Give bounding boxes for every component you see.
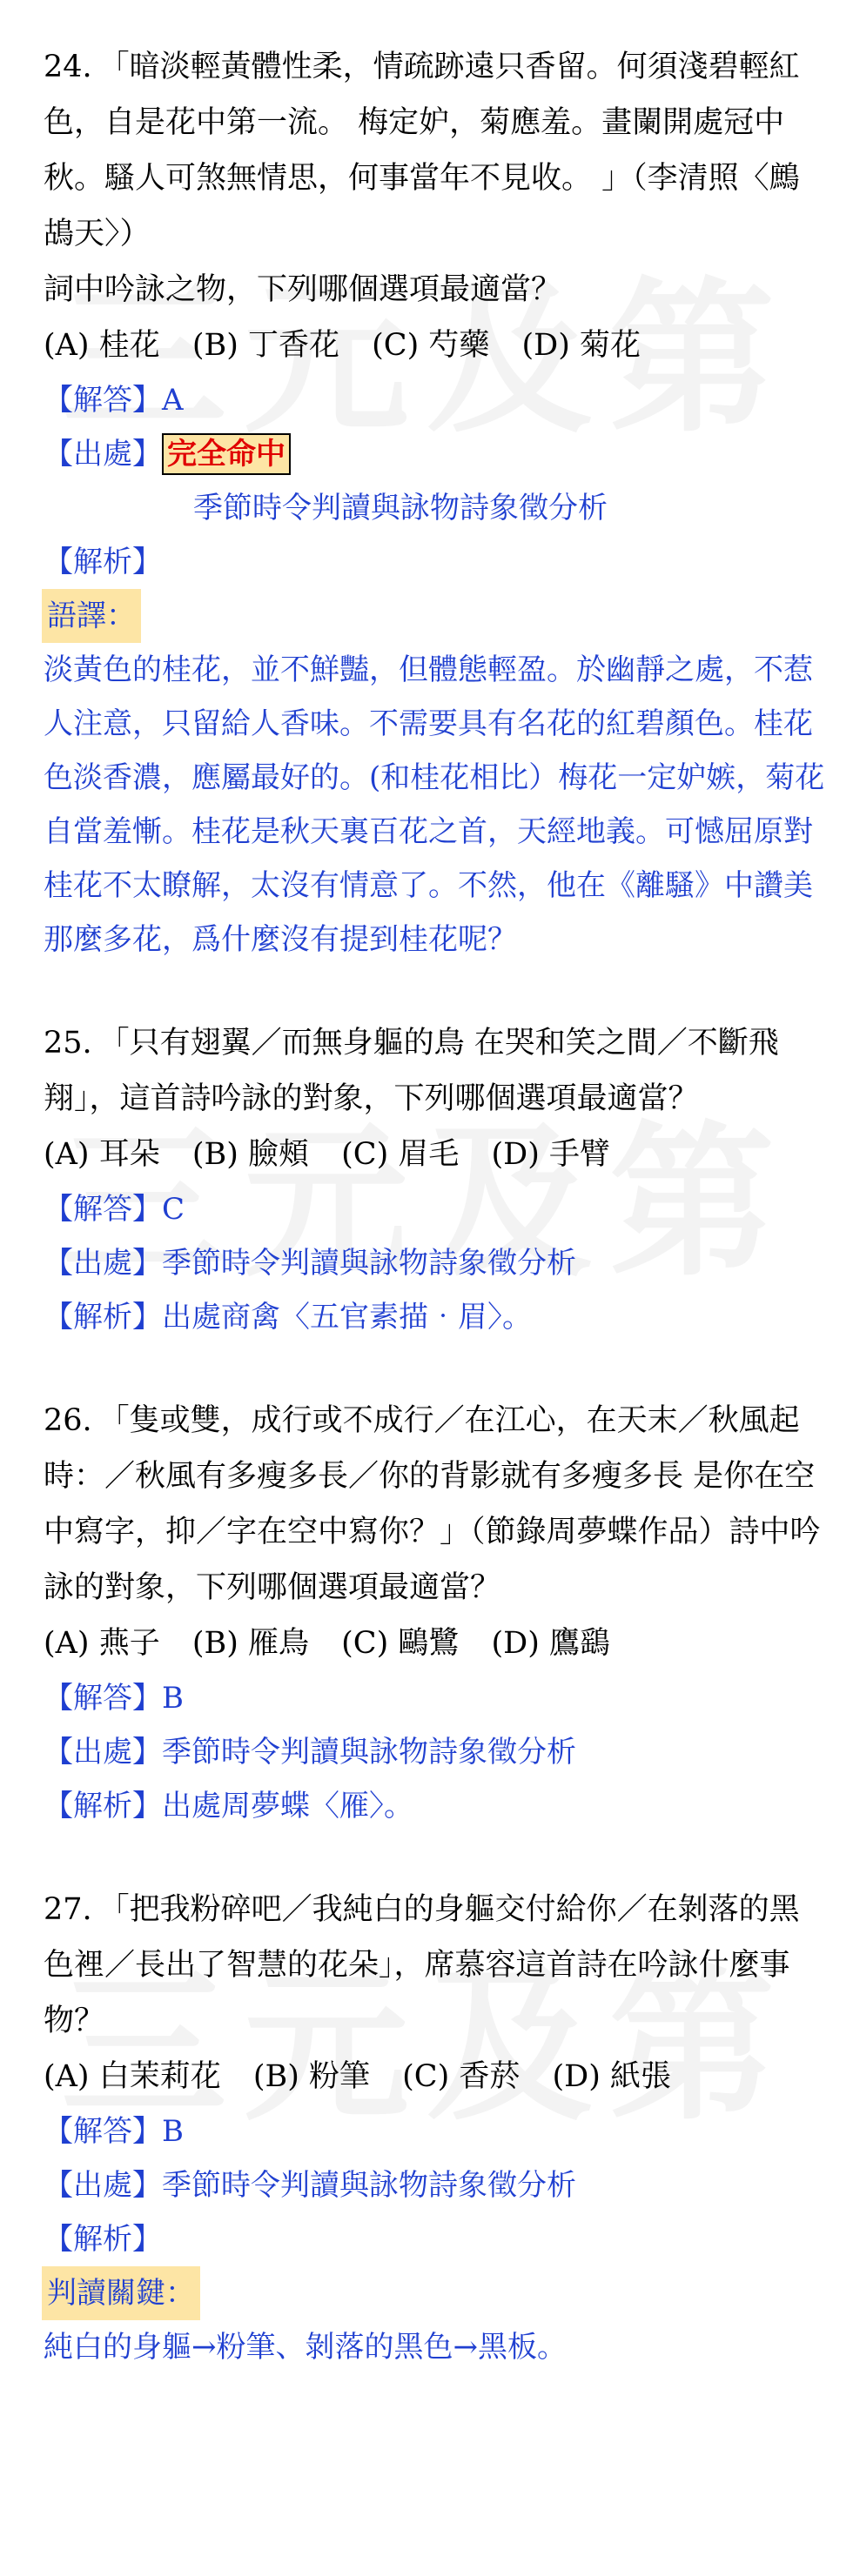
option-a: (A) 桂花 (44, 328, 160, 363)
source-line (44, 1725, 827, 1779)
option-b: (B) 粉筆 (252, 2059, 371, 2094)
key-label-line (44, 2266, 827, 2320)
option-b: (B) 丁香花 (191, 328, 340, 363)
answer-label: 【解答】 (44, 383, 162, 418)
answer-label: 【解答】 (44, 2114, 162, 2149)
translation-text: 淡黃色的桂花，並不鮮豔，但體態輕盈。於幽靜之處，不惹人注意，只留給人香味。不需要具有名花的紅碧顏色。桂花色淡香濃，應屬最好的。(和桂花相比）梅花一定妒嫉，菊花自當羞慚。桂花是秋天裏百花之首，天經地義。可憾屈原對桂花不太瞭解，太沒有情意了。不然，他在《離騷》中讚美那麼多花，爲什麼沒有提到桂花呢？ (44, 652, 825, 957)
option-d: (D) 鷹鷂 (491, 1626, 611, 1661)
options (44, 1616, 827, 1671)
option-b: (B) 雁鳥 (191, 1626, 310, 1661)
options (44, 2049, 827, 2104)
answer-label: 【解答】 (44, 1192, 162, 1227)
answer-line (44, 2104, 827, 2158)
source-line (44, 427, 827, 481)
source-value: 季節時令判讀與詠物詩象徵分析 (193, 491, 608, 525)
option-c: (C) 眉毛 (341, 1137, 460, 1172)
analysis-label: 【解析】 (44, 545, 162, 579)
answer-value: A (162, 383, 184, 418)
answer-value: C (162, 1192, 185, 1227)
answer-line (44, 1671, 827, 1725)
question-quote: 「把我粉碎吧／我純白的身軀交付給你／在剝落的黑色裡／長出了智慧的花朵」，席慕容這首詩在吟詠什麼事物？ (44, 1892, 800, 2038)
source-label: 【出處】 (44, 1735, 162, 1770)
question-text (44, 1882, 827, 2049)
option-a: (A) 耳朵 (44, 1137, 160, 1172)
option-c: (C) 鷗鷺 (341, 1626, 460, 1661)
analysis-line (44, 1779, 827, 1833)
question-quote: 「暗淡輕黃體性柔，情疏跡遠只香留。何須淺碧輕紅色，自是花中第一流。 梅定妒，菊應羞。畫闌開處冠中秋。騷人可煞無情思，何事當年不見收。 」（李清照〈鷓鴣天〉） (44, 50, 800, 251)
question-quote: 「只有翅翼／而無身軀的鳥 在哭和笑之間／不斷飛翔」，這首詩吟詠的對象，下列哪個選項最適當？ (44, 1026, 779, 1116)
analysis-value: 出處周夢蝶〈雁〉。 (162, 1789, 413, 1823)
key-text: 純白的身軀→粉筆、剝落的黑色→黑板。 (44, 2330, 567, 2365)
question-quote: 「隻或雙，成行或不成行／在江心，在天末／秋風起時：／秋風有多瘦多長／你的背影就有多瘦多長 是你在空中寫字，抑／字在空中寫你？」（節錄周夢蝶作品）詩中吟詠的對象，下列哪個選項最適當？ (44, 1403, 821, 1605)
question-25 (44, 1015, 827, 1344)
question-24 (44, 39, 827, 967)
option-a: (A) 燕子 (44, 1626, 160, 1661)
source-line (44, 1236, 827, 1290)
analysis-label: 【解析】 (44, 1300, 162, 1335)
answer-value: B (162, 2114, 184, 2149)
source-label: 【出處】 (44, 437, 162, 472)
option-b: (B) 臉頰 (191, 1137, 310, 1172)
question-27 (44, 1882, 827, 2374)
analysis-line (44, 1290, 827, 1344)
key-label: 判讀關鍵： (42, 2266, 200, 2320)
option-c: (C) 芍藥 (372, 328, 490, 363)
answer-line (44, 373, 827, 427)
question-prompt: 詞中吟詠之物，下列哪個選項最適當？ (44, 272, 562, 307)
source-value: 季節時令判讀與詠物詩象徵分析 (162, 2168, 576, 2203)
answer-value: B (162, 1681, 184, 1716)
hit-badge: 完全命中 (162, 433, 291, 475)
source-label: 【出處】 (44, 2168, 162, 2203)
question-number: 27. (44, 1892, 92, 1927)
answer-line (44, 1182, 827, 1236)
analysis-label: 【解析】 (44, 1789, 162, 1823)
source-label: 【出處】 (44, 1246, 162, 1281)
source-value: 季節時令判讀與詠物詩象徵分析 (162, 1246, 576, 1281)
translation-label-line (44, 589, 827, 643)
analysis-value: 出處商禽〈五官素描‧眉〉。 (162, 1300, 532, 1335)
question-26 (44, 1393, 827, 1833)
question-number: 25. (44, 1026, 92, 1061)
answer-label: 【解答】 (44, 1681, 162, 1716)
exam-page (44, 39, 827, 2374)
question-text (44, 1015, 827, 1127)
question-text (44, 1393, 827, 1616)
option-d: (D) 紙張 (552, 2059, 672, 2094)
option-d: (D) 菊花 (521, 328, 641, 363)
option-d: (D) 手臂 (491, 1137, 611, 1172)
source-line (44, 2158, 827, 2212)
question-text (44, 39, 827, 262)
question-number: 26. (44, 1403, 92, 1438)
analysis-label: 【解析】 (44, 2222, 162, 2257)
options (44, 318, 827, 373)
translation-label: 語譯： (42, 589, 141, 643)
option-c: (C) 香菸 (402, 2059, 521, 2094)
option-a: (A) 白茉莉花 (44, 2059, 221, 2094)
question-number: 24. (44, 50, 92, 84)
source-value: 季節時令判讀與詠物詩象徵分析 (162, 1735, 576, 1770)
options (44, 1127, 827, 1182)
